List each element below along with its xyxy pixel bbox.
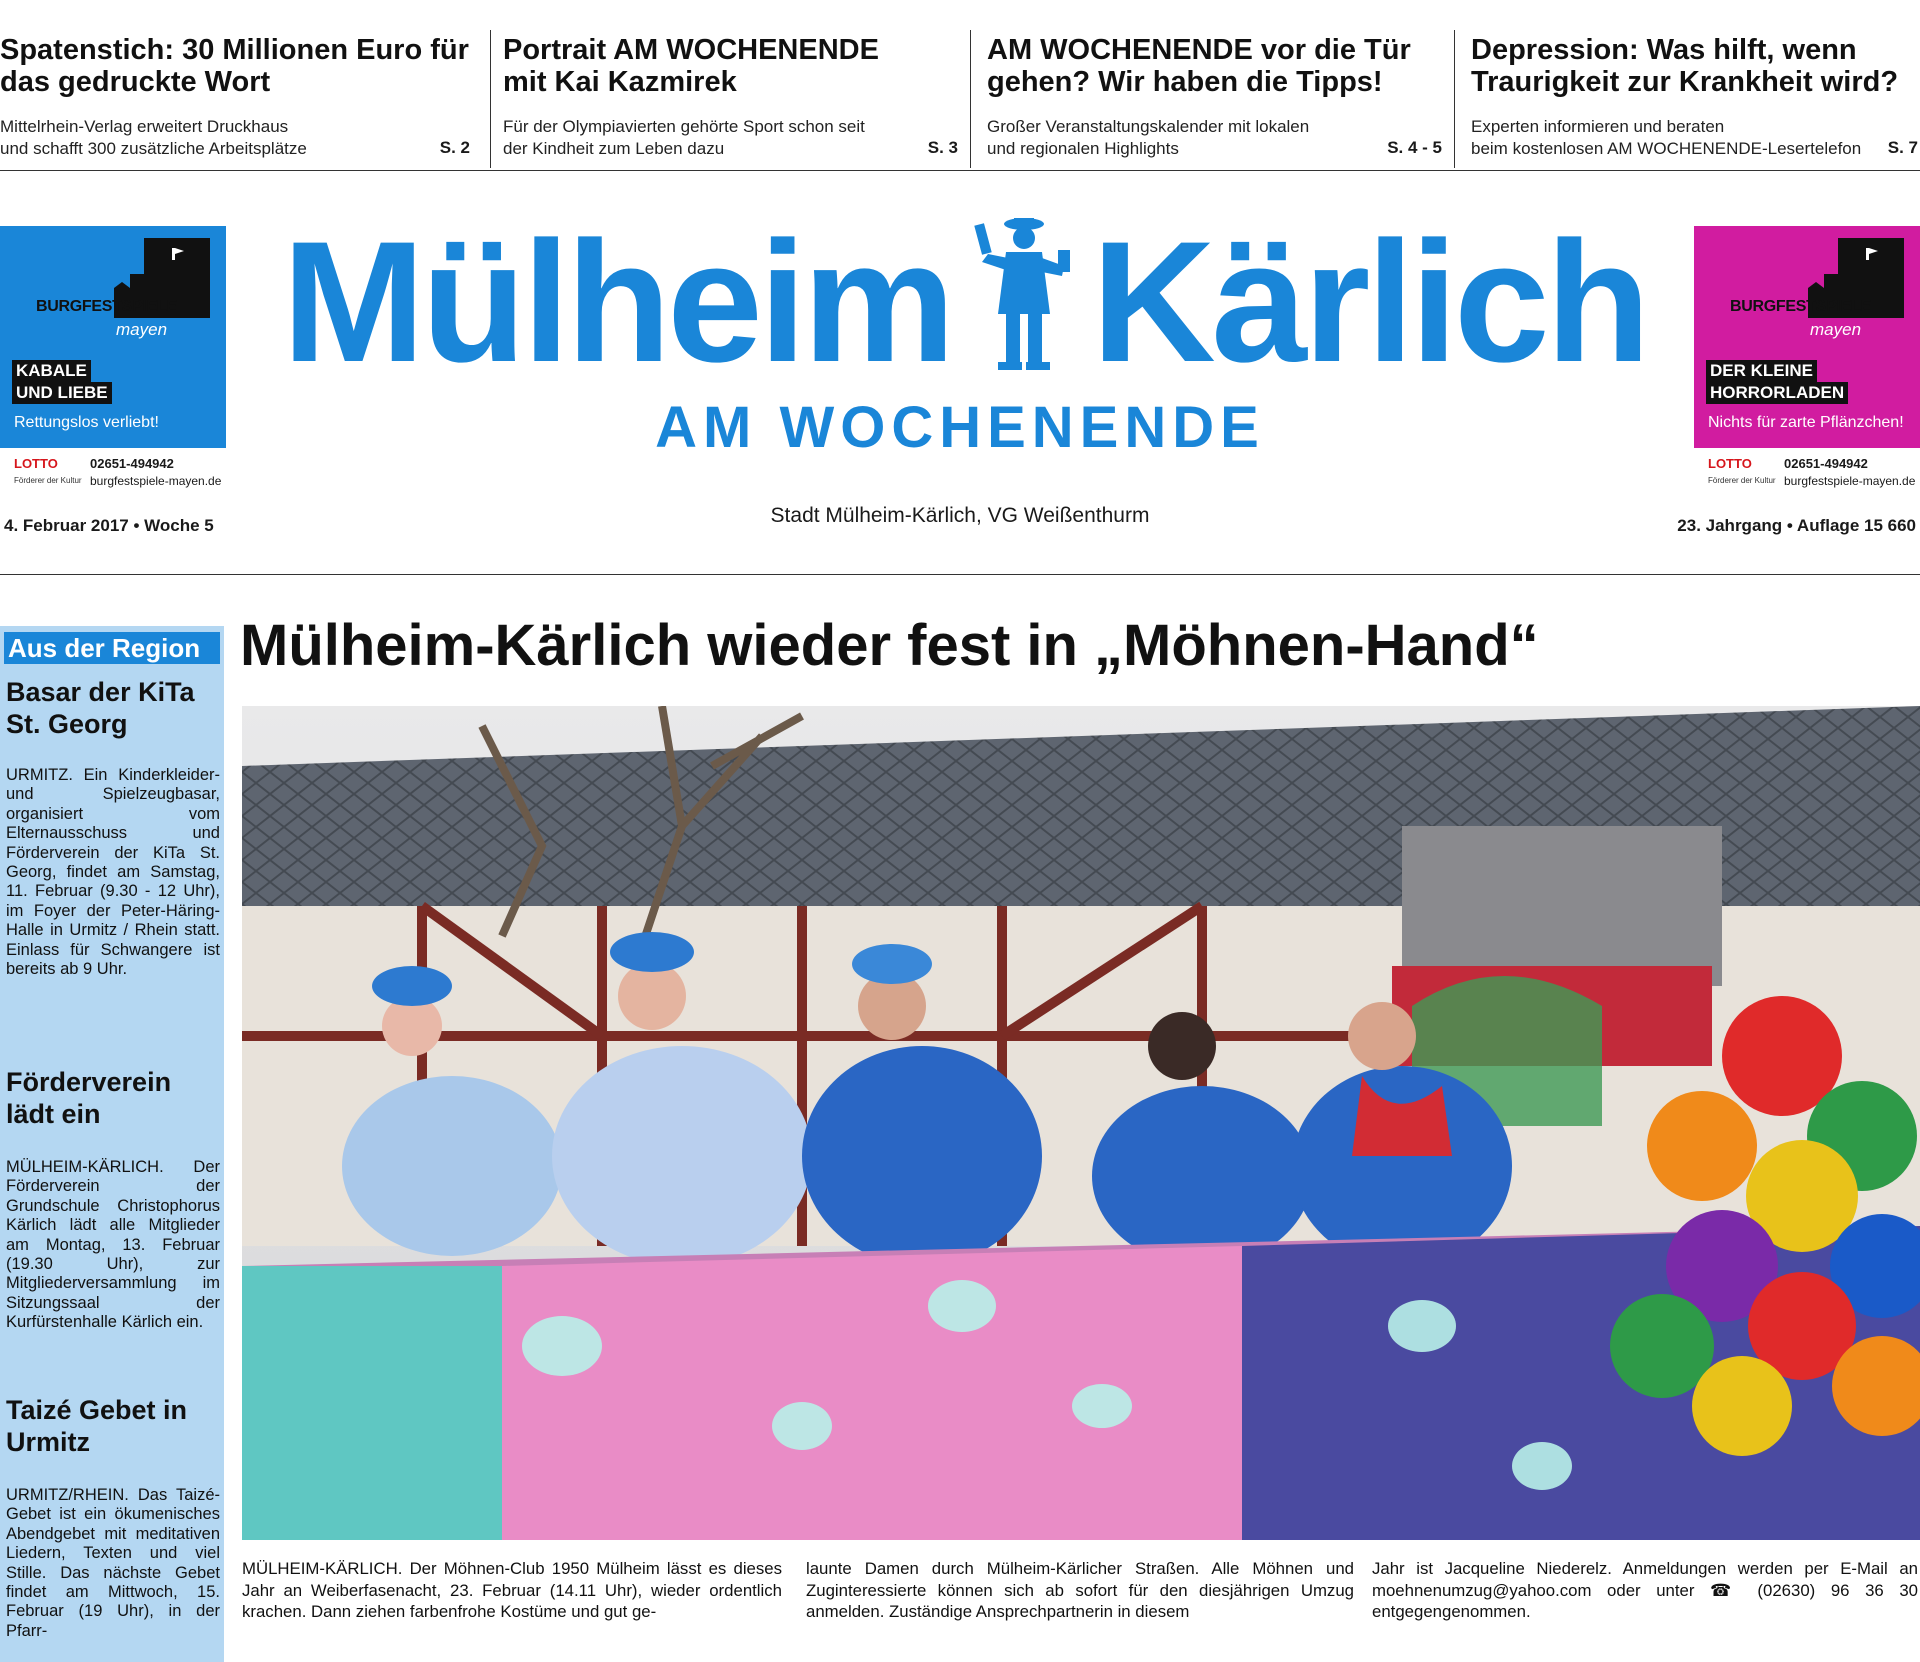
sidebar-item-text: URMITZ/RHEIN. Das Taizé-Gebet ist ein ökumenisches Abendgebet mit meditativen Liedern, Texten und viel Stille. Das nächste Gebet findet am Mittwoch, 15. Februar (19 Uhr), in der Pfarr- [6,1486,220,1640]
lotto-logo: LOTTO [1708,456,1752,471]
ad-slogan: Nichts für zarte Pflänzchen! [1708,414,1904,431]
sidebar-item-heading[interactable]: Basar der KiTa St. Georg [6,677,195,739]
teaser-title: Portrait AM WOCHENENDE mit Kai Kazmirek [503,34,879,98]
teaser-summary [0,116,307,160]
ad-tag: DER KLEINE [1706,360,1817,382]
sidebar-item-heading[interactable]: Förderverein lädt ein [6,1067,172,1129]
masthead-subtitle: AM WOCHENENDE [655,395,1265,460]
ad-right[interactable] [1694,226,1920,448]
ad-left-info [0,454,226,494]
teaser-2[interactable] [490,30,970,168]
teaser-title: Depression: Was hilft, wenn Traurigkeit zur Krankheit wird? [1471,34,1899,98]
teaser-3[interactable] [970,30,1454,168]
sidebar-item-text: MÜLHEIM-KÄRLICH. Der Förderverein der Grundschule Christophorus Kärlich lädt alle Mitglieder am Montag, 13. Februar (19.30 Uhr), zur Mitgliederversammlung im Sitzungssaal der Kurfürstenhalle Kärlich ein. [6,1158,220,1332]
teaser-page: S. 4 - 5 [1387,138,1442,157]
ad-tag: KABALE [12,360,91,382]
teaser-summary [1471,116,1861,160]
teaser-title: AM WOCHENENDE vor die Tür gehen? Wir haben die Tipps! [987,34,1411,98]
sidebar-item-heading[interactable]: Taizé Gebet in Urmitz [6,1395,188,1457]
teaser-summary-line: Experten informieren und beraten [1471,117,1725,136]
teaser-summary-line: der Kindheit zum Leben dazu [503,139,725,158]
issue-volume: 23. Jahrgang • Auflage 15 660 [1677,516,1916,535]
ad-brand-sub: mayen [116,320,168,339]
dateline [0,504,1920,575]
ad-brand: BURGFESTSPIELE [36,298,177,315]
teaser-summary-line: Großer Veranstaltungskalender mit lokalen [987,117,1310,136]
ad-phone: 02651-494942 [90,456,174,471]
teaser-summary-line: und regionalen Highlights [987,139,1179,158]
ad-phone: 02651-494942 [1784,456,1868,471]
photo-caption-col2: launte Damen durch Mülheim-Kärlicher Straßen. Alle Möhnen und Zuginteressierte können sich ab sofort für den diesjährigen Umzug anmelden. Zuständige Ansprechpartnerin in diesem [806,1559,1354,1621]
teaser-1[interactable] [0,30,482,168]
coverage-area: Stadt Mülheim-Kärlich, VG Weißenthurm [770,504,1150,527]
teaser-summary [987,116,1309,160]
photo-caption-col1: MÜLHEIM-KÄRLICH. Der Möhnen-Club 1950 Mülheim lässt es dieses Jahr an Weiberfasenacht, 23. Februar (14.11 Uhr), wieder ordentlich krachen. Dann ziehen farbenfrohe Kostüme und gut ge- [242,1559,782,1621]
sidebar-region-news [0,626,224,1662]
teaser-page: S. 2 [439,138,470,157]
teaser-summary-line: Für der Olympiavierten gehörte Sport schon seit [503,117,865,136]
lotto-sub: Förderer der Kultur [1708,476,1776,485]
ad-brand-sub: mayen [1810,320,1862,339]
teaser-title: Spatenstich: 30 Millionen Euro für das gedruckte Wort [0,34,469,98]
teaser-summary-line: und schafft 300 zusätzliche Arbeitsplätze [0,139,307,158]
ad-tag: UND LIEBE [12,382,112,404]
article-photo [242,706,1920,1540]
ad-right-info [1694,454,1920,494]
teaser-4[interactable] [1454,30,1920,168]
sidebar-section-title: Aus der Region [4,632,220,664]
ad-url[interactable]: burgfestspiele-mayen.de [90,474,222,488]
teaser-page: S. 7 [1887,138,1918,157]
teaser-row [0,30,1920,171]
masthead-title-left: Mülheim [282,206,952,398]
photo-caption-col3: Jahr ist Jacqueline Niederelz. Anmeldungen werden per E-Mail an moehnenumzug@yahoo.com oder unter ☎ (02630) 96 36 30 entgegengenommen. [1372,1559,1918,1621]
ad-left[interactable] [0,226,226,448]
sidebar-item-text: URMITZ. Ein Kinderkleider- und Spielzeugbasar, organisiert vom Elternausschuss und Förderverein der KiTa St. Georg, findet am Samstag, 11. Februar (9.30 - 12 Uhr), im Foyer der Peter-Häring-Halle in Urmitz / Rhein statt. Einlass für Schwangere ist bereits ab 9 Uhr. [6,766,220,979]
teaser-summary-line: Mittelrhein-Verlag erweitert Druckhaus [0,117,289,136]
lotto-sub: Förderer der Kultur [14,476,82,485]
issue-date: 4. Februar 2017 • Woche 5 [4,516,214,535]
teaser-summary [503,116,865,160]
town-figure-icon [968,214,1076,376]
teaser-summary-line: beim kostenlosen AM WOCHENENDE-Lesertelefon [1471,139,1862,158]
lotto-logo: LOTTO [14,456,58,471]
teaser-page: S. 3 [927,138,958,157]
ad-url[interactable]: burgfestspiele-mayen.de [1784,474,1916,488]
ad-tag: HORRORLADEN [1706,382,1848,404]
ad-slogan: Rettungslos verliebt! [14,414,159,431]
article-headline[interactable]: Mülheim-Kärlich wieder fest in „Möhnen-Hand“ [240,613,1539,678]
ad-brand: BURGFESTSPIELE [1730,298,1871,315]
masthead-title-right: Kärlich [1091,206,1647,398]
